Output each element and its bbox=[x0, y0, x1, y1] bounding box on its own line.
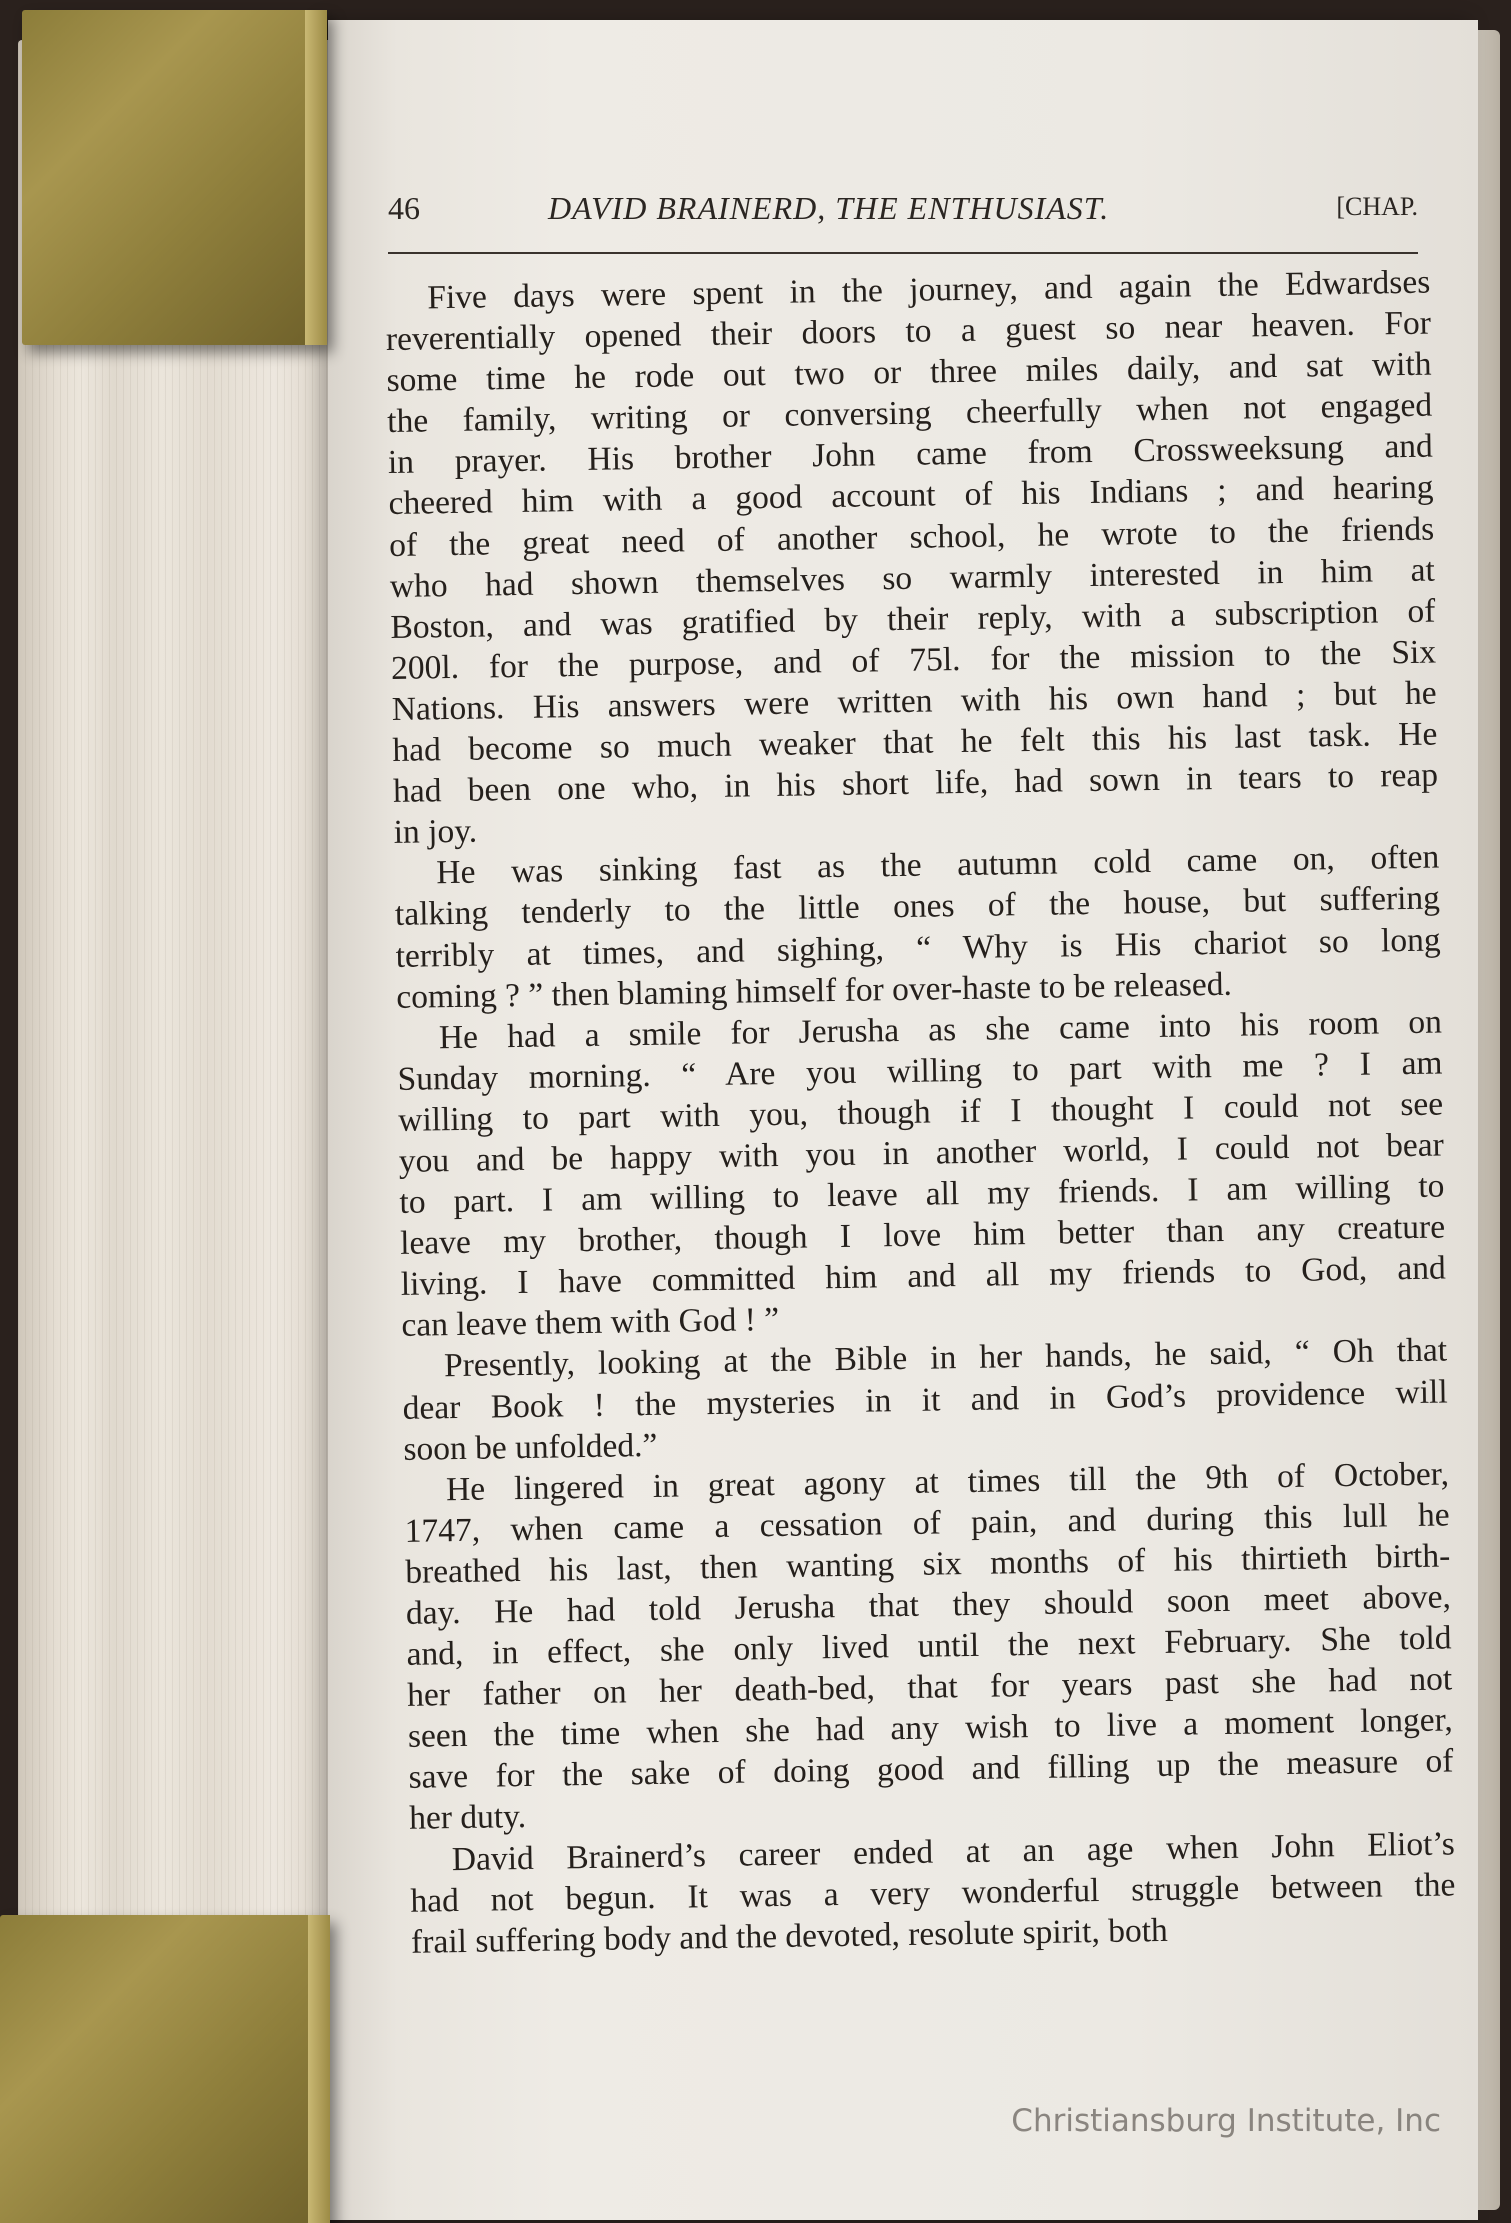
brass-corner-clip-top bbox=[22, 10, 327, 345]
left-page-edges bbox=[18, 40, 338, 2200]
text-line: to part. I am willing to leave all my friends. I am willing to bbox=[399, 1167, 1445, 1221]
text-line: He was sinking fast as the autumn cold came on, often bbox=[436, 838, 1440, 892]
text-line: Nations. His answers were written with his own hand ; but he bbox=[391, 674, 1437, 728]
text-line: talking tenderly to the little ones of the house, but suffering bbox=[394, 879, 1441, 934]
text-line: living. I have committed him and all my friends to God, and bbox=[400, 1249, 1446, 1304]
text-line: terribly at times, and sighing, “ Why is His chariot so long bbox=[395, 921, 1441, 975]
text-line: some time he rode out two or three miles daily, and sat with bbox=[386, 345, 1432, 400]
text-line: in joy. bbox=[393, 812, 478, 852]
text-line: save for the sake of doing good and filling up the measure of bbox=[408, 1742, 1454, 1797]
text-line: her duty. bbox=[408, 1798, 527, 1838]
text-line: seen the time when she had any wish to live a moment longer, bbox=[407, 1701, 1454, 1756]
text-line: Presently, looking at the Bible in her hands, he said, “ Oh that bbox=[443, 1331, 1448, 1385]
text-line: 200l. for the purpose, and of 75l. for the mission to the Six bbox=[390, 633, 1437, 687]
text-line: can leave them with God ! ” bbox=[401, 1301, 780, 1345]
text-line: cheered him with a good account of his Indians ; and hearing bbox=[388, 469, 1434, 523]
brass-corner-clip-bottom bbox=[0, 1915, 330, 2223]
page-header bbox=[388, 190, 1418, 240]
clip-edge bbox=[308, 1915, 330, 2223]
text-line: who had shown themselves so warmly interested in him at bbox=[389, 551, 1436, 605]
text-line: had not begun. It was a very wonderful struggle between the bbox=[410, 1866, 1456, 1920]
text-line: willing to part with you, though if I thought I could not see bbox=[397, 1085, 1444, 1139]
page-edge-lines bbox=[18, 40, 338, 2200]
text-line: Five days were spent in the journey, and again the Edwardses bbox=[427, 263, 1431, 317]
chapter-mark: [CHAP. bbox=[1336, 192, 1418, 221]
text-line: her father on her death-bed, that for years past she had not bbox=[406, 1660, 1453, 1715]
text-line: dear Book ! the mysteries in it and in God’s providence will bbox=[402, 1372, 1448, 1427]
text-line: breathed his last, then wanting six months of his thirtieth birth- bbox=[405, 1537, 1451, 1591]
body-text bbox=[385, 262, 1456, 1963]
text-line: reverentially opened their doors to a guest so near heaven. For bbox=[385, 304, 1432, 359]
text-line: 1747, when came a cessation of pain, and during this lull he bbox=[404, 1496, 1450, 1550]
text-line: He lingered in great agony at times till the 9th of October, bbox=[445, 1455, 1450, 1508]
text-line: Boston, and was gratified by their reply, with a subscription of bbox=[390, 592, 1436, 646]
text-line: of the great need of another school, he wrote to the friends bbox=[388, 510, 1435, 564]
text-line: in prayer. His brother John came from Crossweeksung and bbox=[387, 427, 1434, 482]
header-rule bbox=[388, 252, 1418, 254]
watermark: Christiansburg Institute, Inc bbox=[1011, 2103, 1441, 2139]
page-number: 46 bbox=[388, 190, 420, 226]
text-line: and, in effect, she only lived until the next February. She told bbox=[406, 1619, 1452, 1673]
text-line: frail suffering body and the devoted, resolute spirit, both bbox=[410, 1911, 1169, 1961]
text-line: had been one who, in his short life, had sown in tears to reap bbox=[392, 756, 1439, 811]
running-head: DAVID BRAINERD, THE ENTHUSIAST. bbox=[548, 190, 1110, 226]
clip-edge bbox=[305, 10, 327, 345]
text-line: you and be happy with you in another world, I could not bear bbox=[398, 1126, 1445, 1180]
text-line: day. He had told Jerusha that they should soon meet above, bbox=[405, 1578, 1452, 1632]
text-line: the family, writing or conversing cheerfully when not engaged bbox=[386, 386, 1433, 441]
text-line: leave my brother, though I love him better than any creature bbox=[399, 1208, 1446, 1263]
text-line: coming ? ” then blaming himself for over-haste to be released. bbox=[396, 965, 1233, 1016]
text-line: had become so much weaker that he felt this his last task. He bbox=[392, 715, 1438, 769]
text-line: David Brainerd’s career ended at an age when John Eliot’s bbox=[451, 1824, 1456, 1878]
text-line: soon be unfolded.” bbox=[403, 1426, 658, 1468]
text-line: Sunday morning. “ Are you willing to part with me ? I am bbox=[397, 1044, 1443, 1098]
text-line: He had a smile for Jerusha as she came into his room on bbox=[438, 1003, 1443, 1056]
